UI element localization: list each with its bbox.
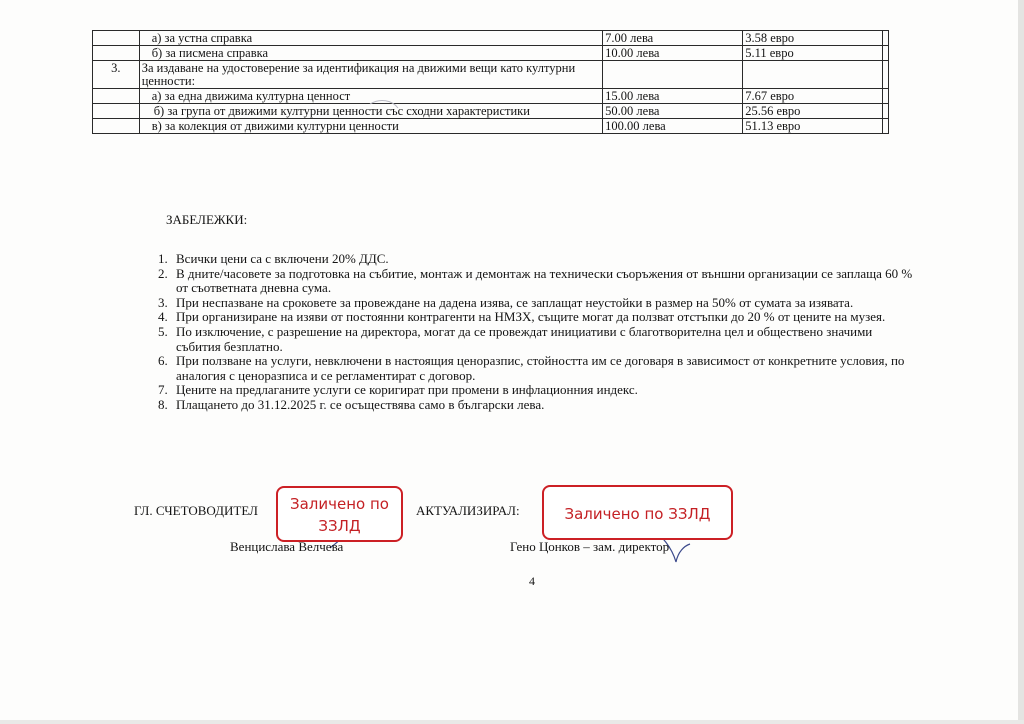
note-number: 5. (158, 323, 168, 339)
row-number (93, 119, 140, 134)
note-number: 1. (158, 251, 168, 266)
table-row (93, 61, 889, 89)
row-description: За издаване на удостоверение за идентификация на движими вещи като културни ценности: (141, 61, 576, 88)
note-number: 4. (158, 309, 168, 325)
note-text: При организиране на изяви от постоянни контрагенти на НМЗХ, същите могат да ползват отстъпки до 20 % от цените на музея. (176, 309, 886, 325)
empty-cell (883, 61, 889, 89)
note-text: Всички цени са с включени 20% ДДС. (176, 251, 389, 266)
row-description: б) за група от движими културни ценности със сходни характеристики (153, 104, 530, 118)
notes-heading: ЗАБЕЛЕЖКИ: (166, 212, 248, 227)
row-description: а) за една движима културна ценност (151, 89, 351, 103)
row-number (93, 46, 140, 61)
row-description: б) за писмена справка (151, 46, 269, 60)
list-item (158, 252, 918, 267)
row-number: 3. (93, 61, 140, 89)
list-item (158, 398, 918, 413)
price-bgn: 100.00 лева (603, 119, 743, 134)
empty-cell (883, 31, 889, 46)
updated-by-label: АКТУАЛИЗИРАЛ: (416, 503, 520, 518)
price-bgn: 15.00 лева (603, 89, 743, 104)
table-row (93, 104, 889, 119)
note-number: 7. (158, 382, 168, 398)
note-number: 2. (158, 265, 168, 281)
price-eur: 5.11 евро (743, 46, 883, 61)
page-number: 4 (529, 574, 535, 588)
redaction-box: Заличено по ЗЗЛД (542, 485, 733, 540)
table-row (93, 89, 889, 104)
list-item (158, 354, 918, 383)
list-item (158, 296, 918, 311)
row-description: а) за устна справка (151, 31, 253, 45)
price-eur: 51.13 евро (743, 119, 883, 134)
price-eur: 7.67 евро (743, 89, 883, 104)
note-text: По изключение, с разрешение на директора, могат да се провеждат инициативи с благотворителна цел и обществено значими събития безплатно. (176, 323, 873, 354)
table-row (93, 46, 889, 61)
note-number: 3. (158, 294, 168, 310)
note-number: 8. (158, 396, 168, 412)
price-eur: 3.58 евро (743, 31, 883, 46)
row-description: в) за колекция от движими културни ценности (151, 119, 399, 133)
table-row (93, 31, 889, 46)
chief-accountant-label: ГЛ. СЧЕТОВОДИТЕЛ (134, 503, 258, 518)
note-text: В дните/часовете за подготовка на събитие, монтаж и демонтаж на технически съоръжения от външни организации се заплаща 60 % от съответната дневна сума. (176, 265, 913, 296)
scan-edge (0, 720, 1024, 724)
price-bgn: 50.00 лева (603, 104, 743, 119)
fee-table (92, 30, 889, 134)
row-number (93, 31, 140, 46)
notes-list (158, 252, 918, 413)
row-number (93, 104, 140, 119)
redaction-box: Заличено по ЗЗЛД (276, 486, 403, 542)
deputy-director-name: Гено Цонков – зам. директор (510, 539, 670, 554)
note-number: 6. (158, 353, 168, 369)
note-text: При неспазване на сроковете за провеждане на дадена изява, се заплащат неустойки в размер на 50% от сумата за изявата. (176, 294, 854, 310)
note-text: Плащането до 31.12.2025 г. се осъществява само в български лева. (176, 396, 545, 412)
list-item (158, 325, 918, 354)
price-bgn: 7.00 лева (603, 31, 743, 46)
price-bgn (603, 61, 743, 89)
price-bgn: 10.00 лева (603, 46, 743, 61)
list-item (158, 267, 918, 296)
chief-accountant-name: Венцислава Велчева (230, 539, 344, 554)
empty-cell (883, 119, 889, 134)
note-text: Цените на предлаганите услуги се коригират при промени в инфлационния индекс. (176, 382, 638, 398)
empty-cell (883, 104, 889, 119)
scan-edge (1018, 0, 1024, 724)
empty-cell (883, 46, 889, 61)
empty-cell (883, 89, 889, 104)
row-number (93, 89, 140, 104)
price-eur (743, 61, 883, 89)
list-item (158, 310, 918, 325)
table-row (93, 119, 889, 134)
price-eur: 25.56 евро (743, 104, 883, 119)
note-text: При ползване на услуги, невключени в настоящия ценоразпис, стойността им се договаря в зависимост от конкретните условия, по аналогия с ценоразписа и се регламентират с договор. (176, 353, 905, 383)
list-item (158, 383, 918, 398)
